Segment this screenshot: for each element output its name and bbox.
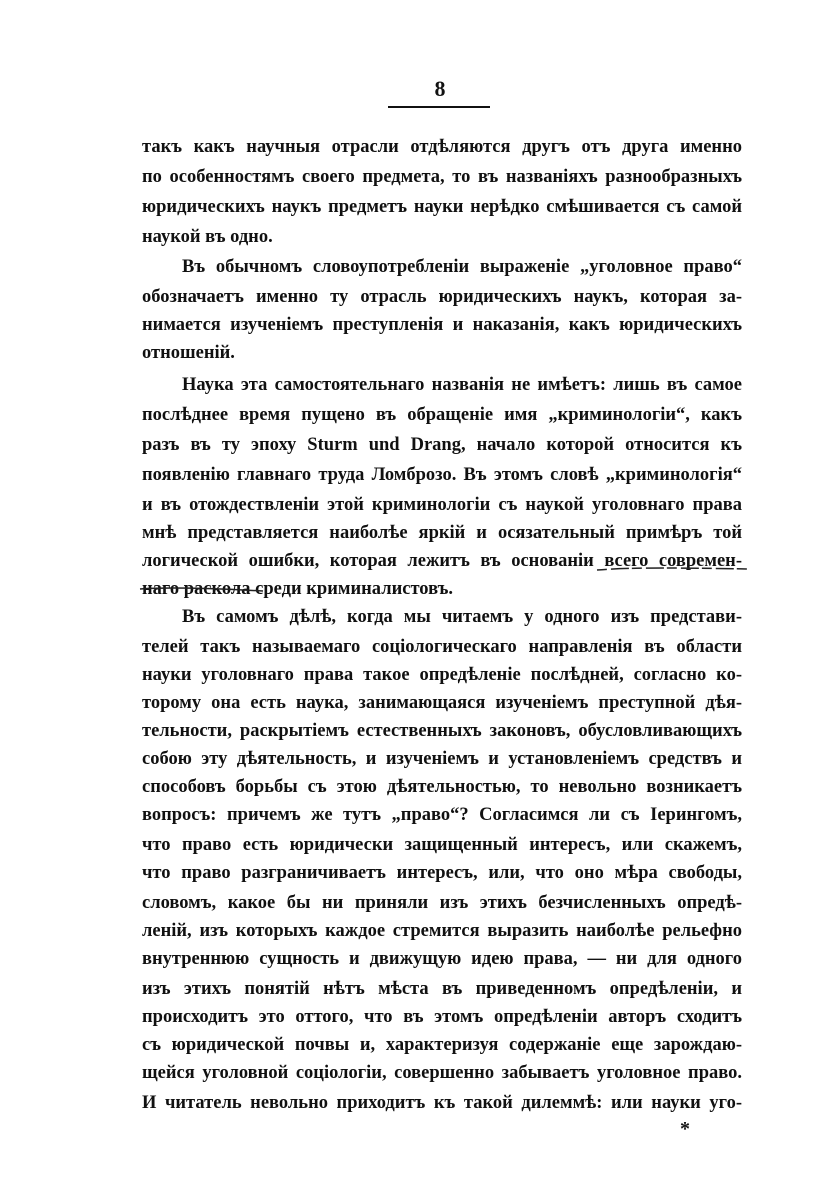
text-line: мнѣ представляется наиболѣе яркій и осязательный примѣръ той (142, 523, 742, 543)
text-line: наукой въ одно. (142, 227, 273, 247)
text-line: Наука эта самостоятельнаго названія не имѣетъ: лишь въ самое (182, 375, 742, 395)
text-line: торому она есть наука, занимающаяся изученіемъ преступной дѣя- (142, 693, 742, 713)
text-line: обозначаетъ именно ту отрасль юридическихъ наукъ, которая за- (142, 287, 742, 307)
text-line: отношеній. (142, 343, 235, 363)
text-line: Въ самомъ дѣлѣ, когда мы читаемъ у одного изъ представи- (182, 607, 742, 627)
text-line: и въ отождествленіи этой криминологіи съ наукой уголовнаго права (142, 495, 742, 515)
text-line: тельности, раскрытіемъ естественныхъ законовъ, обусловливающихъ (142, 721, 742, 741)
text-line: что право есть юридически защищенный интересъ, или скажемъ, (142, 835, 742, 855)
text-line: нимается изученіемъ преступленія и наказанія, какъ юридическихъ (142, 315, 742, 335)
text-line: внутреннюю сущность и движущую идею права, — ни для одного (142, 949, 742, 969)
text-line: Въ обычномъ словоупотребленіи выраженіе „уголовное право“ (182, 257, 742, 277)
text-line: И читатель невольно приходитъ къ такой дилеммѣ: или науки уго- (142, 1093, 742, 1113)
handwritten-underline (595, 565, 755, 573)
text-line: юридическихъ наукъ предметъ науки нерѣдко смѣшивается съ самой (142, 197, 742, 217)
text-line: изъ этихъ понятій нѣтъ мѣста въ приведенномъ опредѣленіи, и (142, 979, 742, 999)
text-line: щейся уголовной соціологіи, совершенно забываетъ уголовное право. (142, 1063, 742, 1083)
page-number: 8 (434, 76, 446, 101)
text-line: такъ какъ научныя отрасли отдѣляются другъ отъ друга именно (142, 137, 742, 157)
text-line: что право разграничиваетъ интересъ, или, что оно мѣра свободы, (142, 863, 742, 883)
text-line: собою эту дѣятельность, и изученіемъ и установленіемъ средствъ и (142, 749, 742, 769)
text-line: по особенностямъ своего предмета, то въ названіяхъ разнообразныхъ (142, 167, 742, 187)
text-line: вопросъ: причемъ же тутъ „право“? Согласимся ли съ Іерингомъ, (142, 805, 742, 825)
text-line: логической ошибки, которая лежитъ въ основаніи всего современ- (142, 551, 742, 571)
text-line: съ юридической почвы и, характеризуя содержаніе еще зарождаю- (142, 1035, 742, 1055)
signature-mark: * (680, 1118, 690, 1140)
text-line: послѣднее время пущено въ обращеніе имя „криминологіи“, какъ (142, 405, 742, 425)
text-line: наго раскола среди криминалистовъ. (142, 579, 454, 599)
text-line: леній, изъ которыхъ каждое стремится выразить наиболѣе рельефно (142, 921, 742, 941)
text-line: словомъ, какое бы ни приняли изъ этихъ безчисленныхъ опредѣ- (142, 893, 742, 913)
text-line: телей такъ называемаго соціологическаго направленія въ области (142, 637, 742, 657)
text-line: способовъ борьбы съ этою дѣятельностью, то невольно возникаетъ (142, 777, 742, 797)
text-line: науки уголовнаго права такое опредѣленіе послѣдней, согласно ко- (142, 665, 742, 685)
text-line: происходитъ это оттого, что въ этомъ опредѣленіи авторъ сходитъ (142, 1007, 742, 1027)
header-rule (388, 106, 490, 108)
text-line: появленію главнаго труда Ломброзо. Въ этомъ словѣ „криминологія“ (142, 465, 742, 485)
handwritten-underline (138, 585, 268, 595)
text-line: разъ въ ту эпоху Sturm und Drang, начало которой относится къ (142, 435, 742, 455)
